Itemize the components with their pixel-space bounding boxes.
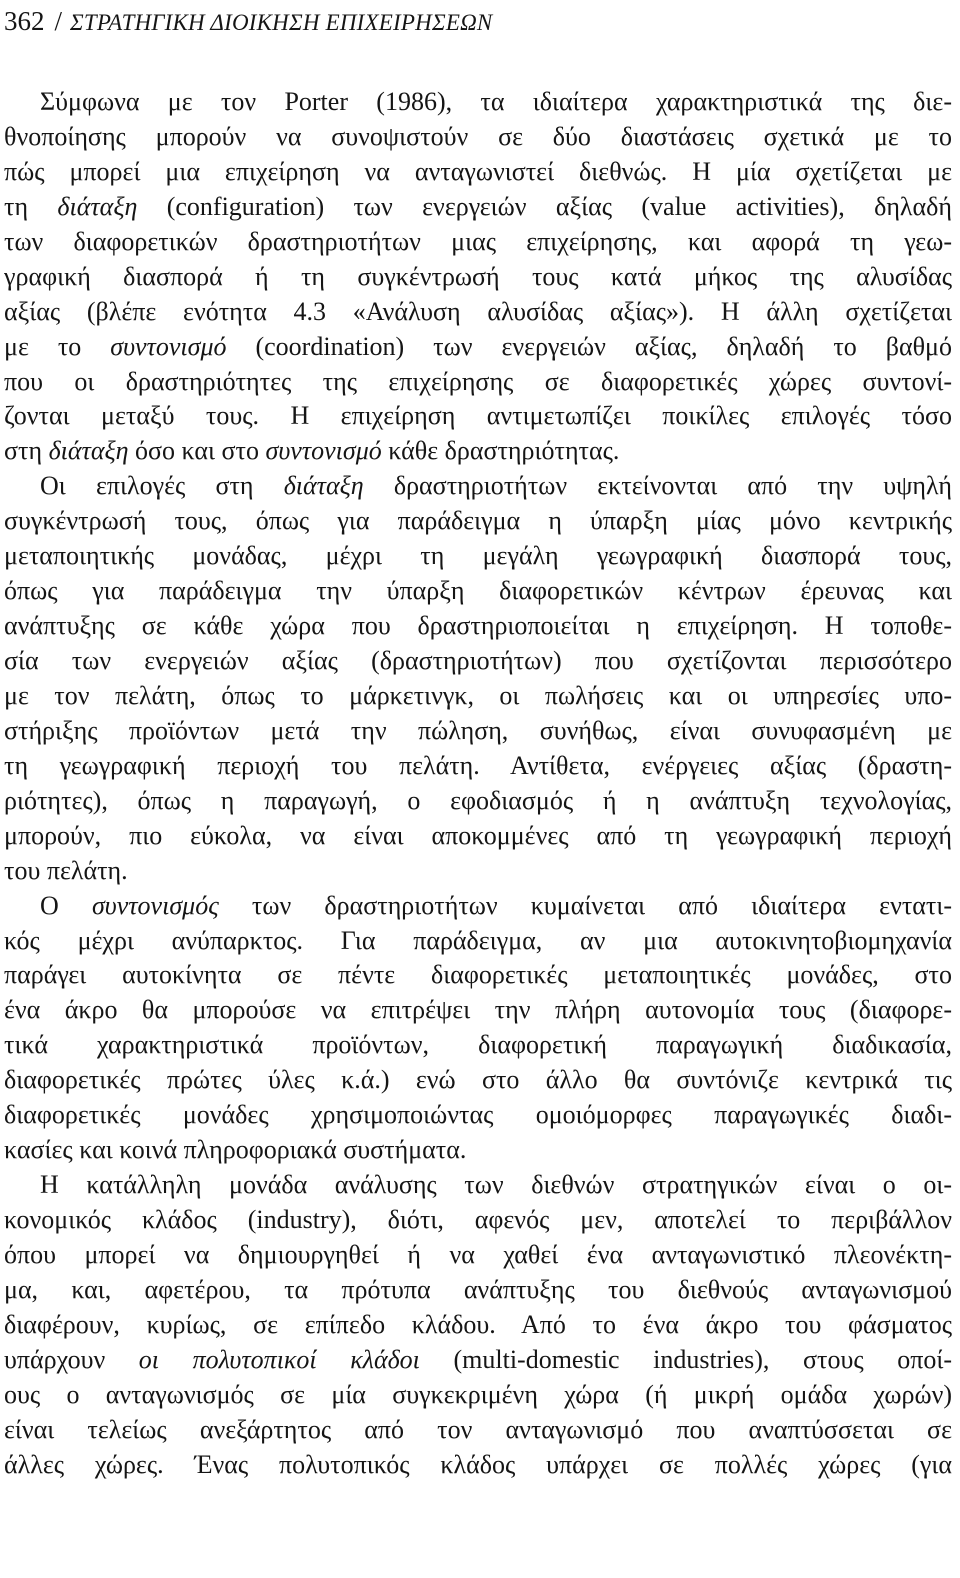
text-line: [4, 1343, 952, 1378]
text-segment: μεταποιητικής μονάδας, μέχρι τη μεγάλη γεωγραφική διασπορά τους,: [4, 541, 952, 571]
text-segment: πώς μπορεί μια επιχείρηση να ανταγωνιστεί διεθνώς. Η μία σχετίζεται με: [4, 156, 952, 186]
text-line: [4, 749, 952, 784]
text-line: [4, 1168, 952, 1203]
text-line: [4, 539, 952, 574]
text-line: [4, 574, 952, 609]
emphasized-term: διάταξη: [57, 191, 138, 221]
text-line: [4, 1308, 952, 1343]
text-segment: (configuration) των ενεργειών αξίας (value activities), δηλαδή: [137, 191, 952, 221]
text-segment: μπορούν, πιο εύκολα, να είναι αποκομμένες από τη γεωγραφική περιοχή: [4, 820, 952, 850]
text-segment: με τον πελάτη, όπως το μάρκετινγκ, οι πωλήσεις και οι υπηρεσίες υπο-: [4, 680, 952, 710]
text-line: [4, 609, 952, 644]
text-segment: μα, και, αφετέρου, τα πρότυπα ανάπτυξης του διεθνούς ανταγωνισμού: [4, 1274, 952, 1304]
text-line: [4, 958, 952, 993]
text-line: [4, 1273, 952, 1308]
emphasized-term: οι πολυτοπικοί κλάδοι: [138, 1344, 420, 1374]
text-segment: ριότητες), όπως η παραγωγή, ο εφοδιασμός ή η ανάπτυξη τεχνολογίας,: [4, 785, 952, 815]
book-title: ΣΤΡΑΤΗΓΙΚΗ ΔΙΟΙΚΗΣΗ ΕΠΙΧΕΙΡΗΣΕΩΝ: [70, 10, 493, 35]
emphasized-term: συντονισμό: [110, 331, 227, 361]
text-segment: άλλες χώρες. Ένας πολυτοπικός κλάδος υπάρχει σε πολλές χώρες (για: [4, 1449, 952, 1479]
text-segment: κονομικός κλάδος (industry), διότι, αφενός μεν, αποτελεί το περιβάλλον: [4, 1205, 952, 1234]
text-segment: όπου μπορεί να δημιουργηθεί ή να χαθεί ένα ανταγωνιστικό πλεονέκτη-: [4, 1239, 952, 1269]
text-line: [4, 679, 952, 714]
text-segment: διαφέρουν, κυρίως, σε επίπεδο κλάδου. Από το ένα άκρο του φάσματος: [4, 1309, 952, 1339]
text-line: [4, 1413, 952, 1448]
running-head: [4, 4, 492, 40]
page-number: 362: [4, 6, 45, 36]
text-segment: παράγει αυτοκίνητα σε πέντε διαφορετικές μεταποιητικές μονάδες, στο: [4, 960, 952, 990]
text-line: [4, 784, 952, 819]
text-line: [4, 85, 952, 120]
text-segment: ζονται μεταξύ τους. Η επιχείρηση αντιμετωπίζει ποικίλες επιλογές τόσο: [4, 401, 952, 431]
text-segment: διαφορετικές μονάδες χρησιμοποιώντας ομοιόμορφες παραγωγικές διαδι-: [4, 1100, 952, 1130]
text-line: [4, 1448, 952, 1483]
text-line: [4, 260, 952, 295]
text-line: [4, 330, 952, 365]
text-segment: του πελάτη.: [4, 855, 128, 885]
text-segment: θνοποίησης μπορούν να συνοψιστούν σε δύο διαστάσεις σχετικά με το: [4, 121, 952, 151]
text-line: [4, 469, 952, 504]
text-line: [4, 155, 952, 190]
text-line: [4, 504, 952, 539]
text-segment: δραστηριοτήτων εκτείνονται από την υψηλή: [363, 471, 952, 501]
text-line: [4, 1063, 952, 1098]
text-segment: τη: [4, 191, 58, 221]
text-line: [4, 924, 952, 959]
text-segment: Ο: [40, 890, 92, 920]
text-line: [4, 295, 952, 330]
text-line: [4, 819, 952, 854]
text-segment: (coordination) των ενεργειών αξίας, δηλαδή το βαθμό: [226, 331, 952, 361]
text-line: [4, 1238, 952, 1273]
text-segment: Οι επιλογές στη: [40, 471, 284, 501]
text-line: [4, 434, 952, 469]
emphasized-term: διάταξη: [283, 471, 364, 501]
text-segment: ένα άκρο θα μπορούσε να επιτρέψει την πλήρη αυτονομία τους (διαφορε-: [4, 995, 952, 1025]
text-line: [4, 1028, 952, 1063]
text-line: [4, 644, 952, 679]
text-line: [4, 399, 952, 434]
text-line: [4, 1098, 952, 1133]
text-line: [4, 854, 952, 889]
text-segment: διαφορετικές πρώτες ύλες κ.ά.) ενώ στο άλλο θα συντόνιζε κεντρικά τις: [4, 1065, 952, 1095]
text-segment: αξίας (βλέπε ενότητα 4.3 «Ανάλυση αλυσίδας αξίας»). Η άλλη σχετίζεται: [4, 296, 952, 326]
text-line: [4, 225, 952, 260]
text-segment: στήριξης προϊόντων μετά την πώληση, συνήθως, είναι συνυφασμένη με: [4, 715, 952, 745]
text-segment: που οι δραστηριότητες της επιχείρησης σε διαφορετικές χώρες συντονί-: [4, 366, 952, 396]
text-segment: όσο και στο: [128, 436, 266, 466]
text-segment: των δραστηριοτήτων κυμαίνεται από ιδιαίτερα εντατι-: [218, 890, 952, 920]
text-segment: κάθε δραστηριότητας.: [381, 436, 620, 466]
emphasized-term: συντονισμός: [91, 890, 219, 920]
text-line: [4, 993, 952, 1028]
text-line: [4, 190, 952, 225]
text-segment: στη: [4, 436, 49, 466]
text-segment: των διαφορετικών δραστηριοτήτων μιας επιχείρησης, και αφορά τη γεω-: [4, 226, 952, 256]
text-segment: τη γεωγραφική περιοχή του πελάτη. Αντίθετα, ενέργειες αξίας (δραστη-: [4, 750, 952, 780]
text-line: [4, 714, 952, 749]
text-segment: σία των ενεργειών αξίας (δραστηριοτήτων) που σχετίζονται περισσότερο: [4, 646, 952, 675]
text-line: [4, 365, 952, 400]
text-segment: με το: [4, 331, 111, 361]
text-segment: κασίες και κοινά πληροφοριακά συστήματα.: [4, 1135, 467, 1165]
text-segment: ους ο ανταγωνισμός σε μία συγκεκριμένη χώρα (ή μικρή ομάδα χωρών): [4, 1379, 952, 1409]
header-separator: /: [54, 6, 63, 36]
body-text: [4, 85, 952, 1483]
text-segment: τικά χαρακτηριστικά προϊόντων, διαφορετική παραγωγική διαδικασία,: [4, 1030, 952, 1060]
text-segment: Η κατάλληλη μονάδα ανάλυσης των διεθνών στρατηγικών είναι ο οι-: [40, 1170, 952, 1200]
text-line: [4, 1203, 952, 1238]
text-line: [4, 120, 952, 155]
text-segment: όπως για παράδειγμα την ύπαρξη διαφορετικών κέντρων έρευνας και: [4, 576, 952, 606]
text-segment: είναι τελείως ανεξάρτητος από τον ανταγωνισμό που αναπτύσσεται σε: [4, 1414, 952, 1444]
text-line: [4, 1133, 952, 1168]
text-segment: συγκέντρωσή τους, όπως για παράδειγμα η ύπαρξη μίας μόνο κεντρικής: [4, 506, 952, 536]
text-segment: γραφική διασπορά ή τη συγκέντρωσή τους κατά μήκος της αλυσίδας: [4, 261, 952, 291]
text-segment: Σύμφωνα με τον Porter (1986), τα ιδιαίτερα χαρακτηριστικά της διε-: [40, 87, 952, 116]
text-line: [4, 889, 952, 924]
text-segment: ανάπτυξης σε κάθε χώρα που δραστηριοποιείται η επιχείρηση. Η τοποθε-: [4, 611, 952, 641]
emphasized-term: συντονισμό: [265, 436, 382, 466]
text-segment: κός μέχρι ανύπαρκτος. Για παράδειγμα, αν μια αυτοκινητοβιομηχανία: [4, 925, 952, 955]
text-segment: υπάρχουν: [4, 1344, 139, 1374]
emphasized-term: διάταξη: [48, 436, 129, 466]
text-line: [4, 1378, 952, 1413]
text-segment: (multi-domestic industries), στους οποί-: [419, 1344, 952, 1374]
